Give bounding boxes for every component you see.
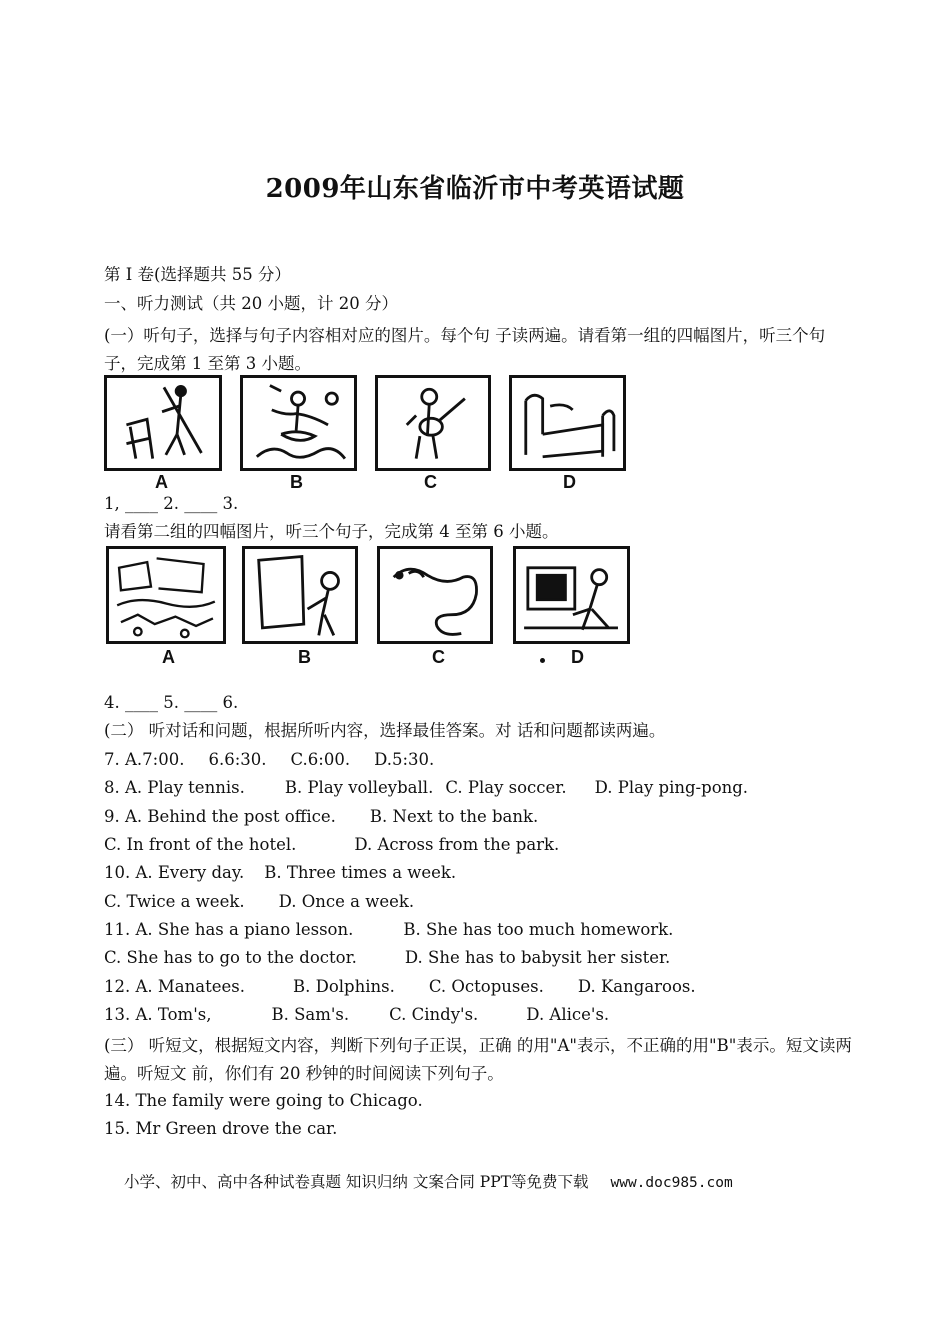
footer-url[interactable]: www.doc985.com [610,1175,733,1191]
question-9 [104,806,538,828]
street-scene-icon [106,546,226,644]
part1-heading: 一、听力测试（共 20 小题，计 20 分） [104,294,398,313]
sub1-instruction: (一）听句子，选择与句子内容相对应的图片。每个句 子读两遍。请看第一组的四幅图片，听三个句子，完成第 1 至第 3 小题。 [104,326,826,373]
option-a: 8. A. Play tennis. [104,778,245,797]
option-a: 10. A. Every day. [104,863,245,882]
bed-icon [509,375,626,471]
option-b: 6.6:30. [208,750,267,769]
option-b: B. Sam's. [271,1005,350,1024]
option-a: 7. A.7:00. [104,750,185,769]
option-c: C.6:00. [290,750,351,769]
picture-label-a: A [162,647,175,667]
option-b: B. Dolphins. [292,977,395,996]
option-a: 13. A. Tom's, [104,1005,212,1024]
question-10-cont [104,891,414,913]
option-c: C. Twice a week. [104,892,245,911]
question-8 [104,777,748,799]
section-heading: 第 I 卷(选择题共 55 分） [104,265,291,284]
statement-14: 14. The family were going to Chicago. [104,1091,423,1110]
question-10 [104,862,456,884]
option-b: B. Next to the bank. [369,807,539,826]
option-c: C. She has to go to the doctor. [104,948,357,967]
picture-label-d: D [571,647,584,667]
snake-icon [377,546,493,644]
option-d: D. She has to babysit her sister. [404,948,671,967]
option-a: 12. A. Manatees. [104,977,245,996]
option-b: B. Three times a week. [264,863,457,882]
person-blackboard-icon [242,546,358,644]
question-11-cont [104,947,670,969]
sub3-instruction: (三） 听短文，根据短文内容，判断下列句子正误，正确 的用"A"表示，不正确的用"B"表示。短文读两遍。听短文 前，你们有 20 秒钟的时间阅读下列句子。 [104,1036,852,1083]
page-footer [124,1170,733,1192]
picture-label-a: A [155,472,168,492]
option-b: B. She has too much homework. [403,920,674,939]
group2-instruction: 请看第二组的四幅图片，听三个句子，完成第 4 至第 6 小题。 [104,522,559,541]
question-12 [104,976,696,998]
person-sweeping-icon [104,375,222,471]
picture-label-c: C [424,472,437,492]
option-d: D. Kangaroos. [577,977,696,996]
option-d: D. Across from the park. [354,835,560,854]
option-c: C. In front of the hotel. [104,835,297,854]
option-a: 9. A. Behind the post office. [104,807,336,826]
answer-line-4-6: 4. ____ 5. ____ 6. [104,693,239,712]
picture-label-b: B [290,472,303,492]
option-b: B. Play volleyball. [284,778,434,797]
answer-line-1-3: 1, ____ 2. ____ 3. [104,494,239,513]
person-computer-icon [513,546,630,644]
option-c: C. Octopuses. [428,977,544,996]
option-d: D.5:30. [374,750,435,769]
footer-text: 小学、初中、高中各种试卷真题 知识归纳 文案合同 PPT等免费下载 [124,1173,589,1191]
person-dancing-icon [240,375,357,471]
page-title: 2009年山东省临沂市中考英语试题 [265,174,685,204]
picture-label-b: B [298,647,311,667]
statement-15: 15. Mr Green drove the car. [104,1119,338,1138]
option-d: D. Play ping-pong. [594,778,749,797]
question-9-cont [104,834,559,856]
picture-label-c: C [432,647,445,667]
sub2-instruction: (二） 听对话和问题，根据所听内容，选择最佳答案。对 话和问题都读两遍。 [104,721,666,740]
stray-dot [540,658,545,663]
question-13 [104,1004,609,1026]
person-guitar-icon [375,375,491,471]
question-7 [104,749,434,771]
question-11 [104,919,673,941]
option-a: 11. A. She has a piano lesson. [104,920,354,939]
picture-label-d: D [563,472,576,492]
option-d: D. Once a week. [278,892,415,911]
option-c: C. Play soccer. [445,778,567,797]
option-d: D. Alice's. [526,1005,610,1024]
option-c: C. Cindy's. [389,1005,479,1024]
